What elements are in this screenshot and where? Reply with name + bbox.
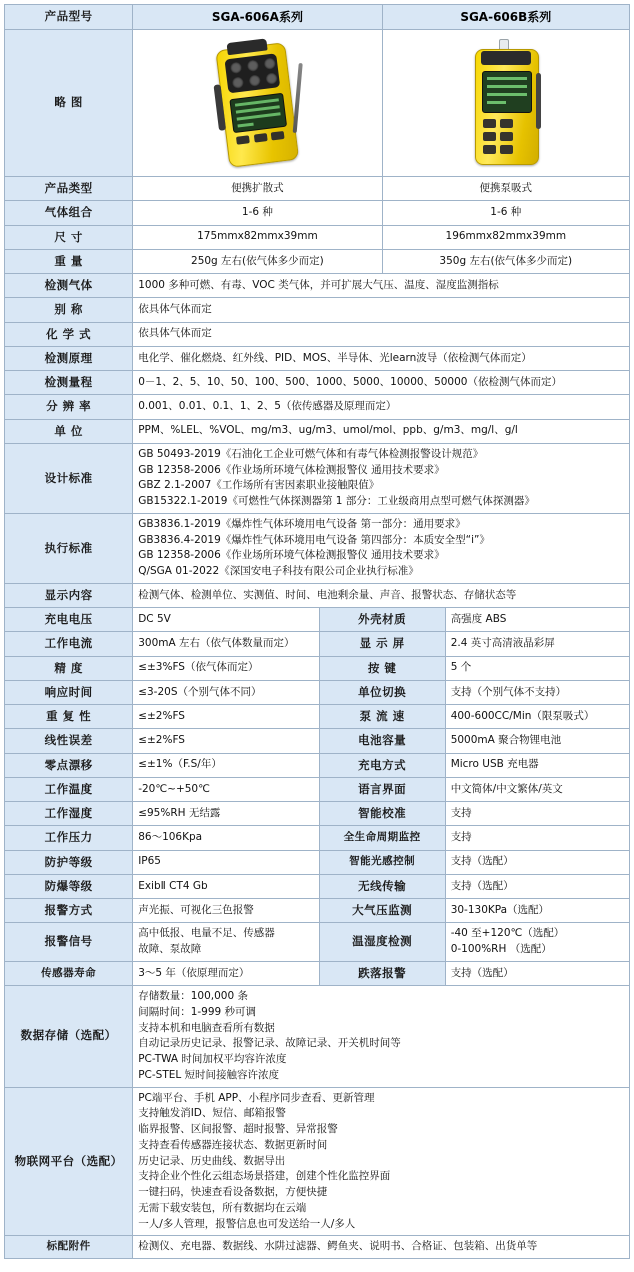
iot-line: 支持查看传感器连接状态、数据更新时间 bbox=[138, 1138, 328, 1151]
value-explosion-grade: ExibⅡ CT4 Gb bbox=[133, 874, 319, 898]
table-row bbox=[5, 777, 630, 801]
row-label-repeatability: 重 复 性 bbox=[5, 705, 133, 729]
data-storage-line: PC-STEL 短时间接触容许浓度 bbox=[138, 1068, 280, 1081]
table-row bbox=[5, 322, 630, 346]
value-zero-drift: ≤±1%（F.S/年） bbox=[133, 753, 319, 777]
row-label-linearity-error: 线性误差 bbox=[5, 729, 133, 753]
value-pressure-monitor: 30-130KPa（选配） bbox=[445, 899, 629, 923]
value-working-current: 300mA 左右（依气体数量而定） bbox=[133, 632, 319, 656]
table-row bbox=[5, 274, 630, 298]
value-weight-a: 250g 左右(依气体多少而定) bbox=[133, 249, 382, 273]
data-storage-line: PC-TWA 时间加权平均容许浓度 bbox=[138, 1053, 287, 1065]
row-label-alarm-mode: 报警方式 bbox=[5, 899, 133, 923]
value-accessories: 检测仪、充电器、数据线、水阱过滤器、鳄鱼夹、说明书、合格证、包装箱、出货单等 bbox=[133, 1236, 630, 1259]
value-protection-grade: IP65 bbox=[133, 850, 319, 874]
value-response-time: ≤3-20S（个别气体不同） bbox=[133, 680, 319, 704]
row-label-accuracy: 精 度 bbox=[5, 656, 133, 680]
table-row bbox=[5, 419, 630, 443]
row-label-data-storage bbox=[5, 986, 133, 1088]
table-row bbox=[5, 923, 630, 962]
data-storage-line: 支持本机和电脑查看所有数据 bbox=[138, 1021, 275, 1034]
row-label-unit-switch: 单位切换 bbox=[319, 680, 445, 704]
row-label-light-sensor-control: 智能光感控制 bbox=[319, 850, 445, 874]
table-row bbox=[5, 680, 630, 704]
value-repeatability: ≤±2%FS bbox=[133, 705, 319, 729]
row-label-alias: 别 称 bbox=[5, 298, 133, 322]
row-label-display-content: 显示内容 bbox=[5, 583, 133, 607]
row-label-gas-combo: 气体组合 bbox=[5, 201, 133, 225]
row-label-charge-voltage: 充电电压 bbox=[5, 608, 133, 632]
table-row bbox=[5, 249, 630, 273]
temp-humidity-line: -40 至+120℃（选配） bbox=[450, 927, 565, 940]
specification-table-pairs bbox=[4, 607, 630, 986]
value-unit: PPM、%LEL、%VOL、mg/m3、ug/m3、umol/mol、ppb、g/m3、mg/l、g/l bbox=[133, 419, 630, 443]
device-a-drawing bbox=[138, 35, 376, 171]
table-row bbox=[5, 1087, 630, 1236]
table-row bbox=[5, 826, 630, 850]
value-alarm-mode: 声光振、可视化三色报警 bbox=[133, 899, 319, 923]
row-label-language: 语言界面 bbox=[319, 777, 445, 801]
table-row bbox=[5, 705, 630, 729]
exec-standard-line: Q/SGA 01-2022《深国安电子科技有限公司企业执行标准》 bbox=[138, 565, 419, 577]
row-label-accessories: 标配附件 bbox=[5, 1236, 133, 1259]
value-data-storage bbox=[133, 986, 630, 1088]
value-design-standard bbox=[133, 443, 630, 513]
iot-line: 一键扫码，快速查看设备数据，方便快捷 bbox=[138, 1186, 328, 1198]
table-row bbox=[5, 371, 630, 395]
value-detect-gas: 1000 多种可燃、有毒、VOC 类气体，并可扩展大气压、温度、湿度监测指标 bbox=[133, 274, 630, 298]
row-label-zero-drift: 零点漂移 bbox=[5, 753, 133, 777]
iot-line: 无需下载安装包，所有数据均在云端 bbox=[138, 1201, 307, 1214]
value-linearity-error: ≤±2%FS bbox=[133, 729, 319, 753]
row-label-pump-flow: 泵 流 速 bbox=[319, 705, 445, 729]
row-label-response-time: 响应时间 bbox=[5, 680, 133, 704]
value-gas-combo-b: 1-6 种 bbox=[382, 201, 629, 225]
value-principle: 电化学、催化燃烧、红外线、PID、MOS、半导体、光learn波导（依检测气体而定） bbox=[133, 346, 630, 370]
row-label-temp-humidity: 温湿度检测 bbox=[319, 923, 445, 962]
table-row bbox=[5, 346, 630, 370]
exec-standard-line: GB3836.1-2019《爆炸性气体环境用电气设备 第一部分：通用要求》 bbox=[138, 517, 466, 530]
table-row bbox=[5, 802, 630, 826]
design-standard-line: GB15322.1-2019《可燃性气体探测器第 1 部分：工业级商用点型可燃气体探测器》 bbox=[138, 495, 535, 507]
iot-line: 一人/多人管理，报警信息也可发送给一人/多人 bbox=[138, 1217, 356, 1230]
temp-humidity-line: 0-100%RH （选配） bbox=[450, 943, 552, 955]
value-alarm-signal bbox=[133, 923, 319, 962]
table-row bbox=[5, 656, 630, 680]
value-range: 0－1、2、5、10、50、100、500、1000、5000、10000、50000（依检测气体而定） bbox=[133, 371, 630, 395]
table-row bbox=[5, 986, 630, 1088]
value-charge-method: Micro USB 充电器 bbox=[445, 753, 629, 777]
table-row bbox=[5, 583, 630, 607]
value-size-b: 196mmx82mmx39mm bbox=[382, 225, 629, 249]
model-a-title: SGA-606A系列 bbox=[133, 5, 382, 30]
table-row bbox=[5, 513, 630, 583]
row-label-working-current: 工作电流 bbox=[5, 632, 133, 656]
value-temp-humidity bbox=[445, 923, 629, 962]
value-product-type-b: 便携泵吸式 bbox=[382, 177, 629, 201]
value-exec-standard bbox=[133, 513, 630, 583]
row-label-battery-capacity: 电池容量 bbox=[319, 729, 445, 753]
row-label-design-standard: 设计标准 bbox=[5, 443, 133, 513]
value-smart-calibration: 支持 bbox=[445, 802, 629, 826]
value-working-temperature: -20℃~+50℃ bbox=[133, 777, 319, 801]
table-row bbox=[5, 298, 630, 322]
table-row bbox=[5, 608, 630, 632]
value-wireless: 支持（选配） bbox=[445, 874, 629, 898]
design-standard-line: GBZ 2.1-2007《工作场所有害因素职业接触限值》 bbox=[138, 479, 380, 492]
row-label-protection-grade: 防护等级 bbox=[5, 850, 133, 874]
device-image-b bbox=[382, 30, 629, 177]
table-row bbox=[5, 201, 630, 225]
data-storage-line: 间隔时间：1-999 秒可调 bbox=[138, 1005, 257, 1018]
table-row bbox=[5, 30, 630, 177]
row-label-formula: 化 学 式 bbox=[5, 322, 133, 346]
value-language: 中文简体/中文繁体/英文 bbox=[445, 777, 629, 801]
value-light-sensor-control: 支持（选配） bbox=[445, 850, 629, 874]
value-battery-capacity: 5000mA 聚合物锂电池 bbox=[445, 729, 629, 753]
value-size-a: 175mmx82mmx39mm bbox=[133, 225, 382, 249]
iot-line: PC端平台、手机 APP、小程序同步查看、更新管理 bbox=[138, 1091, 375, 1104]
row-label-model: 产品型号 bbox=[5, 5, 133, 30]
data-storage-line: 存储数量：100,000 条 bbox=[138, 990, 248, 1002]
value-shell-material: 高强度 ABS bbox=[445, 608, 629, 632]
table-row bbox=[5, 1236, 630, 1259]
row-label-working-humidity: 工作湿度 bbox=[5, 802, 133, 826]
value-sensor-life: 3～5 年（依原理而定） bbox=[133, 961, 319, 985]
table-row bbox=[5, 225, 630, 249]
value-lifecycle-monitor: 支持 bbox=[445, 826, 629, 850]
value-formula: 依具体气体而定 bbox=[133, 322, 630, 346]
row-label-buttons: 按 键 bbox=[319, 656, 445, 680]
row-label-working-pressure: 工作压力 bbox=[5, 826, 133, 850]
value-unit-switch: 支持（个别气体不支持） bbox=[445, 680, 629, 704]
row-label-principle: 检测原理 bbox=[5, 346, 133, 370]
value-charge-voltage: DC 5V bbox=[133, 608, 319, 632]
row-label-unit: 单 位 bbox=[5, 419, 133, 443]
value-display-screen: 2.4 英寸高清液晶彩屏 bbox=[445, 632, 629, 656]
iot-line: 支持企业个性化云组态场景搭建，创建个性化监控界面 bbox=[138, 1170, 391, 1183]
value-iot-platform bbox=[133, 1087, 630, 1236]
row-label-resolution: 分 辨 率 bbox=[5, 395, 133, 419]
value-display-content: 检测气体、检测单位、实测值、时间、电池剩余量、声音、报警状态、存储状态等 bbox=[133, 583, 630, 607]
value-buttons: 5 个 bbox=[445, 656, 629, 680]
value-resolution: 0.001、0.01、0.1、1、2、5（依传感器及原理而定） bbox=[133, 395, 630, 419]
row-label-charge-method: 充电方式 bbox=[319, 753, 445, 777]
row-label-size: 尺 寸 bbox=[5, 225, 133, 249]
row-label-drop-alarm: 跌落报警 bbox=[319, 961, 445, 985]
table-row bbox=[5, 632, 630, 656]
value-gas-combo-a: 1-6 种 bbox=[133, 201, 382, 225]
data-storage-line: 自动记录历史记录、报警记录、故障记录、开关机时间等 bbox=[138, 1037, 401, 1050]
model-b-title: SGA-606B系列 bbox=[382, 5, 629, 30]
row-label-shell-material: 外壳材质 bbox=[319, 608, 445, 632]
table-row bbox=[5, 5, 630, 30]
iot-platform-label: 物联网平台（选配） bbox=[14, 1153, 123, 1168]
value-drop-alarm: 支持（选配） bbox=[445, 961, 629, 985]
row-label-alarm-signal: 报警信号 bbox=[5, 923, 133, 962]
table-row bbox=[5, 850, 630, 874]
row-label-lifecycle-monitor: 全生命周期监控 bbox=[319, 826, 445, 850]
design-standard-line: GB 50493-2019《石油化工企业可燃气体和有毒气体检测报警设计规范》 bbox=[138, 447, 484, 460]
iot-line: 历史记录、历史曲线、数据导出 bbox=[138, 1154, 286, 1167]
device-image-a bbox=[133, 30, 382, 177]
row-label-exec-standard: 执行标准 bbox=[5, 513, 133, 583]
value-working-humidity: ≤95%RH 无结露 bbox=[133, 802, 319, 826]
value-working-pressure: 86～106Kpa bbox=[133, 826, 319, 850]
table-row bbox=[5, 874, 630, 898]
specification-table bbox=[4, 4, 630, 608]
value-accuracy: ≤±3%FS（依气体而定） bbox=[133, 656, 319, 680]
alarm-signal-line: 高中低报、电量不足、传感器 bbox=[138, 927, 275, 940]
row-label-sensor-life: 传感器寿命 bbox=[5, 961, 133, 985]
iot-line: 支持触发消ID、短信、邮箱报警 bbox=[138, 1107, 286, 1120]
row-label-iot-platform bbox=[5, 1087, 133, 1236]
table-row bbox=[5, 753, 630, 777]
row-label-display-screen: 显 示 屏 bbox=[319, 632, 445, 656]
value-alias: 依具体气体而定 bbox=[133, 298, 630, 322]
table-row bbox=[5, 395, 630, 419]
table-row bbox=[5, 899, 630, 923]
row-label-explosion-grade: 防爆等级 bbox=[5, 874, 133, 898]
row-label-smart-calibration: 智能校准 bbox=[319, 802, 445, 826]
row-label-pressure-monitor: 大气压监测 bbox=[319, 899, 445, 923]
row-label-wireless: 无线传输 bbox=[319, 874, 445, 898]
row-label-weight: 重 量 bbox=[5, 249, 133, 273]
row-label-product-type: 产品类型 bbox=[5, 177, 133, 201]
row-label-working-temperature: 工作温度 bbox=[5, 777, 133, 801]
value-pump-flow: 400-600CC/Min（限泵吸式） bbox=[445, 705, 629, 729]
device-b-drawing bbox=[388, 35, 624, 171]
table-row bbox=[5, 729, 630, 753]
design-standard-line: GB 12358-2006《作业场所环境气体检测报警仪 通用技术要求》 bbox=[138, 463, 445, 476]
table-row bbox=[5, 961, 630, 985]
specification-table-blocks bbox=[4, 985, 630, 1259]
exec-standard-line: GB3836.4-2019《爆炸性气体环境用电气设备 第四部分：本质安全型“i”》 bbox=[138, 533, 490, 546]
data-storage-label: 数据存储（选配） bbox=[20, 1028, 117, 1043]
table-row bbox=[5, 177, 630, 201]
iot-line: 临界报警、区间报警、超时报警、异常报警 bbox=[138, 1123, 338, 1135]
alarm-signal-line: 故障、泵故障 bbox=[138, 943, 202, 955]
table-row bbox=[5, 443, 630, 513]
row-label-diagram: 略 图 bbox=[5, 30, 133, 177]
value-product-type-a: 便携扩散式 bbox=[133, 177, 382, 201]
value-weight-b: 350g 左右(依气体多少而定) bbox=[382, 249, 629, 273]
exec-standard-line: GB 12358-2006《作业场所环境气体检测报警仪 通用技术要求》 bbox=[138, 549, 445, 562]
row-label-range: 检测量程 bbox=[5, 371, 133, 395]
row-label-detect-gas: 检测气体 bbox=[5, 274, 133, 298]
